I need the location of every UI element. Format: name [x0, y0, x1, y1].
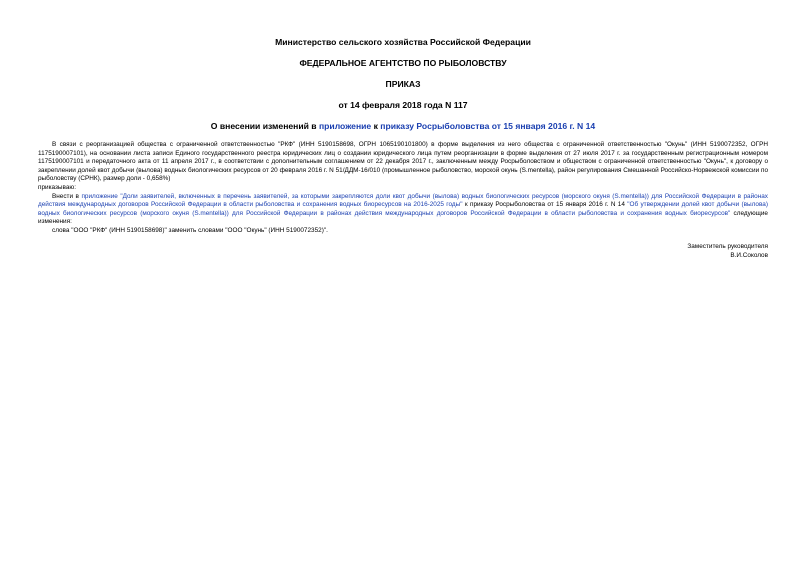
order-mid: к приказу Росрыболовства от 15 января 2016 г. N 14 [462, 201, 628, 209]
order-prefix: Внести в [52, 192, 82, 200]
link-appendix-shares[interactable]: приложение "Доли заявителей, включенных в перечень заявителей, за которыми закрепляются доли квот добычи (вылова) водных биологических ресурсов (морского окуня (S.mentella)) для Российской Федерации в районах действия международных договоров Российской Федерации в области рыболовства и сохранения водных биоресурсов на 2016-2025 годы" [38, 192, 768, 209]
agency-title: ФЕДЕРАЛЬНОЕ АГЕНТСТВО ПО РЫБОЛОВСТВУ [299, 58, 507, 68]
preamble-paragraph: В связи с реорганизацией общества с ограниченной ответственностью "РКФ" (ИНН 5190158698, ОГРН 1065190101800) в форме выделения из него общества с ограниченной ответственностью "Окунь" (ИНН 5190072352, ОГРН 1175190007101), на основании листа записи Единого государственного реестра юридических лиц о создании юридического лица путем реорганизации в форме выделения от 27 июля 2017 г. за государственным регистрационным номером 1175190007101 и передаточного акта от 11 апреля 2017 г., в соответствии с дополнительным соглашением от 22 декабря 2017 г., заключенным между Росрыболовством и обществом с ограниченной ответственностью "Окунь", к договору о закреплении долей квот добычи (вылова) водных биологических ресурсов от 20 февраля 2016 г. N 51/ДДМ-16/010 (промышленное рыболовство, морской окунь (S.mentella), район регулирования Смешанной Российско-Норвежской комиссии по рыболовству (СРНК), размер доли - 0,658%) [38, 141, 768, 183]
document-date-number: от 14 февраля 2018 года N 117 [338, 100, 468, 110]
change-text: слова "ООО "РКФ" (ИНН 5190158698)" заменить словами "ООО "Окунь" (ИНН 5190072352)". [52, 226, 328, 234]
document-page [38, 0, 768, 261]
order-word: приказываю: [38, 183, 76, 191]
link-order-approval[interactable]: "Об утверждении долей квот добычи (вылова) водных биологических ресурсов (морского окуня (S.mentella)) для Российской Федерации в районах действия международных договоров Российской Федерации в области рыболовства и сохранения водных биоресурсов" [38, 201, 768, 217]
title-prefix: О внесении изменений в [210, 121, 319, 131]
signature-position: Заместитель руководителя [687, 242, 768, 250]
title-link-appendix[interactable]: приложение [318, 121, 372, 131]
ministry-title: Министерство сельского хозяйства Российской Федерации [275, 37, 531, 47]
signature-name: В.И.Соколов [730, 252, 768, 260]
order-paragraph [38, 193, 768, 227]
title-link-order[interactable]: приказу Росрыболовства от 15 января 2016 г. N 14 [380, 121, 596, 131]
document-type: ПРИКАЗ [385, 79, 421, 89]
title-mid: к [371, 121, 381, 131]
order-suffix: следующие изменения: [38, 209, 768, 226]
document-title [38, 121, 768, 131]
